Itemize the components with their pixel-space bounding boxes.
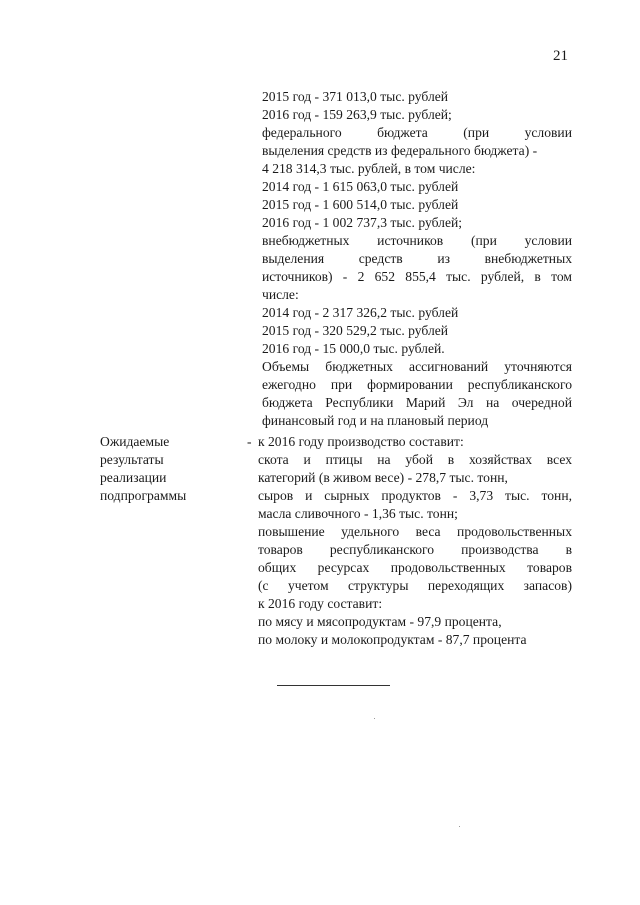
text-line: Объемы бюджетных ассигнований уточняются xyxy=(262,359,572,374)
scan-speck xyxy=(374,718,375,719)
results-text-block xyxy=(258,433,572,649)
text-line: 2015 год - 371 013,0 тыс. рублей xyxy=(262,89,449,104)
text-line: к 2016 году составит: xyxy=(258,596,383,611)
label-line: Ожидаемые xyxy=(100,434,170,449)
text-line: масла сливочного - 1,36 тыс. тонн; xyxy=(258,506,458,521)
scan-speck xyxy=(459,826,460,827)
footer-rule xyxy=(277,685,390,686)
text-line: по мясу и мясопродуктам - 97,9 процента, xyxy=(258,614,502,629)
text-line: бюджета Республики Марий Эл на очередной xyxy=(262,395,572,410)
text-line: 2016 год - 159 263,9 тыс. рублей; xyxy=(262,107,452,122)
page-number: 21 xyxy=(553,48,568,64)
text-line: выделения средств из федерального бюджета) - xyxy=(262,143,538,158)
text-line: федерального бюджета (при условии xyxy=(262,125,572,140)
text-line: 2015 год - 1 600 514,0 тыс. рублей xyxy=(262,197,459,212)
text-line: категорий (в живом весе) - 278,7 тыс. тонн, xyxy=(258,470,508,485)
text-line: 2014 год - 1 615 063,0 тыс. рублей xyxy=(262,179,459,194)
text-line: (с учетом структуры переходящих запасов) xyxy=(258,578,572,593)
results-label xyxy=(100,433,240,505)
text-line: 2015 год - 320 529,2 тыс. рублей xyxy=(262,323,449,338)
label-line: реализации xyxy=(100,470,167,485)
text-line: товаров республиканского производства в xyxy=(258,542,572,557)
text-line: по молоку и молокопродуктам - 87,7 процента xyxy=(258,632,527,647)
text-line: 2014 год - 2 317 326,2 тыс. рублей xyxy=(262,305,459,320)
text-line: числе: xyxy=(262,287,299,302)
text-line: внебюджетных источников (при условии xyxy=(262,233,572,248)
text-line: источников) - 2 652 855,4 тыс. рублей, в том xyxy=(262,269,572,284)
text-line: 2016 год - 15 000,0 тыс. рублей. xyxy=(262,341,445,356)
label-line: подпрограммы xyxy=(100,488,187,503)
text-line: общих ресурсах продовольственных товаров xyxy=(258,560,572,575)
funding-text-block xyxy=(262,88,572,430)
text-line: повышение удельного веса продовольственных xyxy=(258,524,572,539)
text-line: сыров и сырных продуктов - 3,73 тыс. тонн, xyxy=(258,488,572,503)
label-line: результаты xyxy=(100,452,164,467)
text-line: к 2016 году производство составит: xyxy=(258,434,464,449)
text-line: 2016 год - 1 002 737,3 тыс. рублей; xyxy=(262,215,463,230)
text-line: ежегодно при формировании республиканского xyxy=(262,377,572,392)
text-line: выделения средств из внебюджетных xyxy=(262,251,572,266)
text-line: 4 218 314,3 тыс. рублей, в том числе: xyxy=(262,161,476,176)
list-dash: - xyxy=(247,434,252,449)
text-line: финансовый год и на плановый период xyxy=(262,413,489,428)
text-line: скота и птицы на убой в хозяйствах всех xyxy=(258,452,572,467)
